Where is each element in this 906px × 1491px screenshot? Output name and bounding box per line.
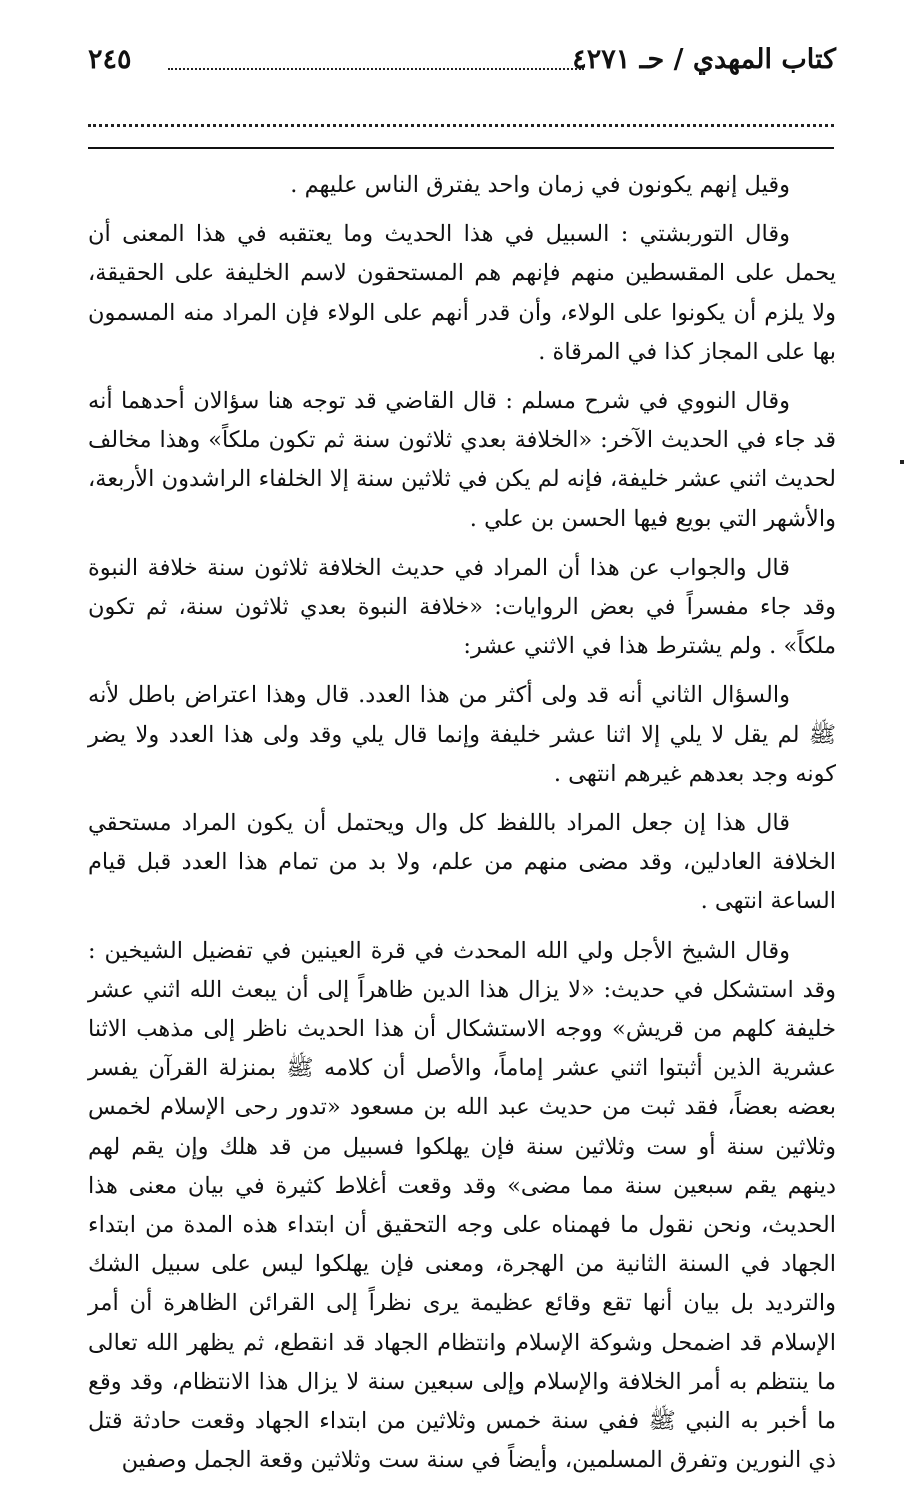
- header-leader-dots: [168, 68, 584, 70]
- paragraph: وقال التوربشتي : السبيل في هذا الحديث وما يعتقبه في هذا المعنى أن يحمل على المقسطين منهم فإنهم هم المستحقون لاسم الخليفة على الحقيقة، ولا يلزم أن يكونوا على الولاء، وأن قدر أنهم على الولاء فإن المراد منه المسمون بها على المجاز كذا في المرقاة .: [88, 221, 836, 365]
- paragraph: والسؤال الثاني أنه قد ولى أكثر من هذا العدد. قال وهذا اعتراض باطل لأنه ﷺ لم يقل لا يلي إلا اثنا عشر خليفة وإنما قال يلي وقد ولى هذا العدد ولا يضر كونه وجد بعدهم غيرهم انتهى .: [88, 682, 836, 787]
- body-text: [88, 166, 836, 1491]
- margin-mark: [900, 460, 904, 464]
- paragraph: قال والجواب عن هذا أن المراد في حديث الخلافة ثلاثون سنة خلافة النبوة وقد جاء مفسراً في بعض الروايات: «خلافة النبوة بعدي ثلاثون سنة، ثم تكون ملكاً» . ولم يشترط هذا في الاثني عشر:: [88, 554, 836, 660]
- paragraph: وقال النووي في شرح مسلم : قال القاضي قد توجه هنا سؤالان أحدهما أنه قد جاء في الحديث الآخر: «الخلافة بعدي ثلاثون سنة ثم تكون ملكاً» وهذا مخالف لحديث اثني عشر خليفة، فإنه لم يكن في ثلاثين سنة إلا الخلفاء الراشدون الأربعة، والأشهر التي بويع فيها الحسن بن علي .: [88, 388, 836, 532]
- running-title: كتاب المهدي / حـ ٤٢٧١: [572, 44, 836, 75]
- dotted-separator: [88, 124, 834, 127]
- page-header: [88, 44, 836, 84]
- paragraph: وقال الشيخ الأجل ولي الله المحدث في قرة العينين في تفضيل الشيخين : وقد استشكل في حديث: «لا يزال هذا الدين ظاهراً إلى أن يبعث الله اثني عشر خليفة كلهم من قريش» ووجه الاستشكال أن هذا الحديث ناظر إلى مذهب الاثنا عشرية الذين أثبتوا اثني عشر إماماً، والأصل أن كلامه ﷺ بمنزلة القرآن يفسر بعضه بعضاً، فقد ثبت من حديث عبد الله بن مسعود «تدور رحى الإسلام لخمس وثلاثين سنة أو ست وثلاثين سنة فإن يهلكوا فسبيل من قد هلك وإن يقم لهم دينهم يقم سبعين سنة مما مضى» وقد وقعت أغلاط كثيرة في بيان معنى هذا الحديث، ونحن نقول ما فهمناه على وجه التحقيق أن ابتداء هذه المدة من ابتداء الجهاد في السنة الثانية من الهجرة، ومعنى فإن يهلكوا ليس على سبيل الشك والترديد بل بيان أنها تقع وقائع عظيمة يرى نظراً إلى القرائن الظاهرة أن أمر الإسلام قد اضمحل وشوكة الإسلام وانتظام الجهاد قد انقطع، ثم يظهر الله تعالى ما ينتظم به أمر الخلافة والإسلام وإلى سبعين سنة لا يزال هذا الانتظام، وقد وقع ما أخبر به النبي ﷺ ففي سنة خمس وثلاثين من ابتداء الجهاد وقعت حادثة قتل ذي النورين وتفرق المسلمين، وأيضاً في سنة ست وثلاثين وقعة الجمل وصفين: [88, 937, 836, 1474]
- paragraph: وقيل إنهم يكونون في زمان واحد يفترق الناس عليهم .: [290, 172, 790, 198]
- paragraph: قال هذا إن جعل المراد باللفظ كل وال ويحتمل أن يكون المراد مستحقي الخلافة العادلين، وقد مضى منهم من علم، ولا بد من تمام هذا العدد قبل قيام الساعة انتهى .: [88, 810, 836, 915]
- solid-separator: [88, 147, 834, 149]
- page-number: ٢٤٥: [88, 44, 132, 75]
